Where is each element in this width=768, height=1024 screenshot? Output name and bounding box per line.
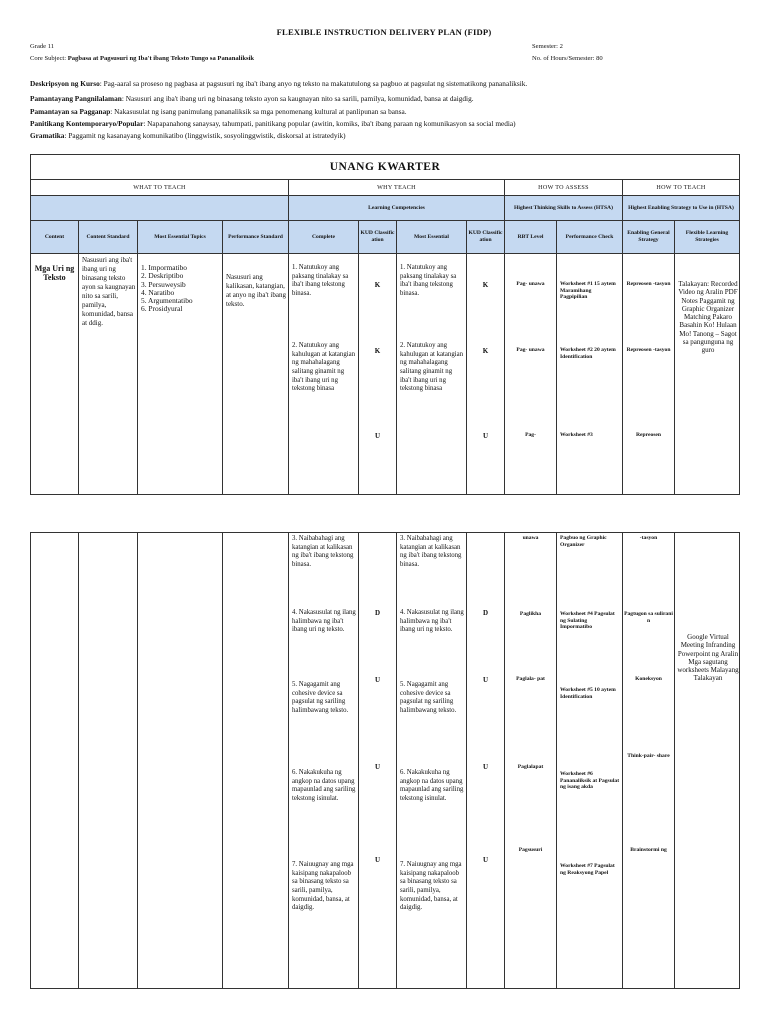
strategy-value: Repreosen -tasyon — [626, 281, 671, 287]
semester-label: Semester: 2 — [532, 43, 563, 50]
performance-standard-cell — [223, 254, 289, 495]
rbt-cell — [505, 254, 557, 495]
col-rbt-level: RBT Level — [505, 221, 557, 254]
section-what-to-teach: WHAT TO TEACH — [31, 180, 289, 196]
kud-value: U — [482, 763, 489, 771]
section-why-teach: WHY TEACH — [289, 180, 505, 196]
essential-competency-4: 4. Nakasusulat ng ilang halimbawa ng iba't ibang uri ng teksto. — [400, 609, 464, 634]
content-standard-text: Nasusuri ang iba't ibang uri ng binasang teksto ayon sa kaugnayan nito sa sarili, pamilya, komunidad, bansa at ddig. — [82, 256, 136, 327]
section-how-to-teach: HOW TO TEACH — [623, 180, 740, 196]
col-topics: Most Essential Topics — [138, 221, 223, 254]
performance-standard-desc-label: Pamantayan sa Pagganap — [30, 107, 111, 116]
topics-cell — [138, 533, 223, 989]
flexible-strategies-cell — [675, 254, 740, 495]
core-subject-label: Core Subject: — [30, 55, 67, 62]
htsa-header: Highest Thinking Skills to Assess (HTSA) — [505, 196, 623, 221]
kud-value: U — [374, 763, 381, 771]
kud-value: K — [482, 347, 489, 355]
content-standard-cell — [79, 254, 138, 495]
strategy-value: Repreosen — [635, 432, 662, 438]
content-standard-desc-text: : Nasusuri ang iba't ibang uri ng binasang teksto ayon sa kaugnayan nito sa sarili, pamilya, komunidad, bansa at daigdig. — [121, 94, 474, 103]
content-standard-desc — [30, 94, 474, 103]
performance-standard-desc-text: : Nakasusulat ng isang panimulang pananaliksik sa mga penomenang kultural at panlipunan sa bansa. — [110, 107, 407, 116]
kud-value: D — [374, 609, 381, 617]
col-kud-1: KUD Classific ation — [359, 221, 397, 254]
rbt-value: Pag- unawa — [516, 347, 545, 353]
essential-competency-7: 7. Naiuugnay ang mga kaisipang nakapaloob sa binasang teksto sa sarili, pamilya, komunidad, bansa, at daigdig. — [400, 861, 462, 912]
what-teach-spacer — [31, 196, 289, 221]
col-content-standard: Content Standard — [79, 221, 138, 254]
hesa-header: Highest Enabling Strategy to Use in (HTSA) — [623, 196, 740, 221]
list-item: 5. Argumentatibo — [141, 296, 193, 306]
competency-6: 6. Nakakukuha ng angkop na datos upang mapaunlad ang sariling tekstong isinulat. — [292, 769, 356, 802]
topics-cell — [138, 254, 223, 495]
table-row — [31, 533, 740, 989]
essential-competency-1: 1. Natutukoy ang paksang tinalakay sa iba't ibang tekstong binasa. — [400, 264, 457, 297]
grammar-desc-text: : Paggamit ng kasanayang komunikatibo (linggwistik, sosyolinggwistik, diskorsal at istratedyik) — [64, 131, 346, 140]
worksheet-5: Worksheet #5 10 aytem Identification — [560, 687, 616, 700]
fidp-table-page2 — [30, 532, 740, 989]
content-standard-desc-label: Pamantayang Pangnilalaman — [30, 94, 122, 103]
table-row — [31, 254, 740, 495]
kud-cell-2 — [467, 533, 505, 989]
complete-cell — [289, 254, 359, 495]
learning-competencies-header: Learning Competencies — [289, 196, 505, 221]
course-description-text: : Pag-aaral sa proseso ng pagbasa at pagsusuri ng iba't ibang anyo ng teksto na makatutulong sa pagbuo at pagsulat ng sistematikong pananaliksik. — [99, 79, 528, 88]
competency-5: 5. Nagagamit ang cohesive device sa pagsulat ng sariling halimbawang teksto. — [292, 681, 349, 714]
col-complete: Complete — [289, 221, 359, 254]
literature-desc-text: : Napapanahong sanaysay, tahumpati, panitikang popular (awitin, komiks, iba't ibang paraan ng komunikasyon sa social media) — [143, 119, 516, 128]
col-flexible-strategies: Flexible Learning Strategies — [675, 221, 740, 254]
essential-competency-2: 2. Natutukoy ang kahulugan at katangian ng mahahalagang salitang ginamit ng iba't ibang uri ng tekstong binasa — [400, 342, 464, 393]
strategy-value: Think-pair- share — [627, 753, 670, 759]
rbt-value: Paglalapat — [517, 764, 544, 770]
kud-value: D — [482, 609, 489, 617]
flexible-strategies-text: Google Virtual Meeting Infranding Powerpoint ng Aralin Mga sagutang worksheets Malayang Talakayan — [677, 633, 739, 683]
performance-standard-desc — [30, 107, 407, 116]
rbt-value: unawa — [522, 535, 539, 541]
section-how-to-assess: HOW TO ASSESS — [505, 180, 623, 196]
graphic-organizer-task: Pagbuo ng Graphic Organizer — [560, 535, 607, 548]
rbt-value: Paglala- pat — [516, 676, 545, 682]
col-performance-check: Performance Check — [557, 221, 623, 254]
flexible-strategies-text: Talakayan: Recorded Video ng Aralin PDF Notes Paggamit ng Graphic Organizer Matching Pakaro Basahin Ko! Hulaan Mo! Tanong – Sagot sa pangunguna ng guro — [678, 280, 738, 354]
list-item: 4. Naratibo — [141, 287, 175, 297]
strategy-value: Pagtugon sa sulirani n — [624, 611, 673, 624]
performance-standard-cell — [223, 533, 289, 989]
most-essential-cell — [397, 533, 467, 989]
col-enabling-strategy: Enabling General Strategy — [623, 221, 675, 254]
worksheet-3: Worksheet #3 — [560, 432, 593, 438]
content-cell — [31, 254, 79, 495]
performance-check-cell — [557, 254, 623, 495]
grammar-desc — [30, 131, 346, 140]
rbt-cell — [505, 533, 557, 989]
competency-3: 3. Naibabahagi ang katangian at kalikasan ng iba't ibang tekstong binasa. — [292, 535, 354, 568]
kud-value: U — [374, 856, 381, 864]
list-item: 6. Prosidyural — [141, 304, 183, 314]
col-kud-2: KUD Classific ation — [467, 221, 505, 254]
strategy-value: -tasyon — [639, 535, 658, 541]
essential-competency-6: 6. Nakakukuha ng angkop na datos upang mapaunlad ang sariling tekstong isinulat. — [400, 769, 464, 802]
list-item: 1. Impormatibo — [141, 263, 187, 272]
hours-label: No. of Hours/Semester: 80 — [532, 55, 603, 62]
enabling-strategy-cell — [623, 254, 675, 495]
literature-desc-label: Panitikang Kontemporaryo/Popular — [30, 119, 144, 128]
worksheet-1: Worksheet #1 15 aytem Maramihang Pagpipilian — [560, 281, 616, 301]
kud-value: K — [482, 281, 489, 289]
competency-7: 7. Naiuugnay ang mga kaisipang nakapaloob sa binasang teksto sa sarili, pamilya, komunidad, bansa, at daigdig. — [292, 861, 354, 912]
rbt-value: Paglikha — [519, 611, 542, 617]
kud-value: U — [482, 676, 489, 684]
rbt-value: Pag- unawa — [516, 281, 545, 287]
strategy-value: Koneksyon — [635, 676, 662, 682]
kud-value: U — [374, 432, 381, 440]
kud-value: K — [374, 281, 381, 289]
literature-desc — [30, 119, 516, 128]
course-description-label: Deskripsyon ng Kurso — [30, 79, 100, 88]
kud-cell-1 — [359, 254, 397, 495]
rbt-value: Pag- — [525, 432, 536, 438]
course-description — [30, 79, 527, 88]
flexible-strategies-cell — [675, 533, 740, 989]
grade-label: Grade 11 — [30, 43, 55, 50]
kud-value: K — [374, 347, 381, 355]
worksheet-7: Worksheet #7 Pagsulat ng Reaksyong Papel — [560, 863, 615, 876]
col-performance-standard: Performance Standard — [223, 221, 289, 254]
topics-list — [141, 264, 222, 314]
document-title: FLEXIBLE INSTRUCTION DELIVERY PLAN (FIDP) — [276, 27, 492, 37]
strategy-value: Brainstormi ng — [630, 847, 667, 853]
kud-cell-1 — [359, 533, 397, 989]
most-essential-cell — [397, 254, 467, 495]
col-most-essential: Most Essential — [397, 221, 467, 254]
fidp-table-page1 — [30, 154, 740, 495]
col-content: Content — [31, 221, 79, 254]
content-text: Mga Uri ng Teksto — [34, 264, 75, 283]
kud-cell-2 — [467, 254, 505, 495]
list-item: 2. Deskriptibo — [141, 271, 184, 281]
complete-cell — [289, 533, 359, 989]
worksheet-6: Worksheet #6 Pananaliksik at Pagsulat ng isang akda — [560, 771, 620, 791]
enabling-strategy-cell — [623, 533, 675, 989]
essential-competency-3: 3. Naibabahagi ang katangian at kalikasan ng iba't ibang tekstong binasa. — [400, 535, 462, 568]
core-subject-value: Pagbasa at Pagsusuri ng Iba't ibang Teksto Tungo sa Pananaliksik — [67, 55, 255, 62]
strategy-value: Repreosen -tasyon — [626, 347, 671, 353]
quarter-title: UNANG KWARTER — [31, 155, 740, 180]
content-cell — [31, 533, 79, 989]
competency-4: 4. Nakasusulat ng ilang halimbawa ng iba't ibang uri ng teksto. — [292, 609, 356, 634]
performance-check-cell — [557, 533, 623, 989]
content-standard-cell — [79, 533, 138, 989]
kud-value: U — [482, 856, 489, 864]
worksheet-2: Worksheet #2 20 aytem Identification — [560, 347, 616, 360]
worksheet-4: Worksheet #4 Pagsulat ng Sulating Impormatibo — [560, 611, 615, 631]
competency-2: 2. Natutukoy ang kahulugan at katangian ng mahahalagang salitang ginamit ng iba't ibang uri ng tekstong binasa — [292, 342, 356, 393]
performance-standard-text: Nasusuri ang kalikasan, katangian, at anyo ng iba't ibang teksto. — [226, 273, 286, 308]
list-item: 3. Persuweysib — [141, 279, 186, 289]
kud-value: U — [482, 432, 489, 440]
kud-value: U — [374, 676, 381, 684]
rbt-value: Pagsusuri — [518, 847, 543, 853]
core-subject-line — [30, 55, 254, 62]
essential-competency-5: 5. Nagagamit ang cohesive device sa pagsulat ng sariling halimbawang teksto. — [400, 681, 457, 714]
grammar-desc-label: Gramatika — [30, 131, 65, 140]
competency-1: 1. Natutukoy ang paksang tinalakay sa iba't ibang tekstong binasa. — [292, 264, 349, 297]
